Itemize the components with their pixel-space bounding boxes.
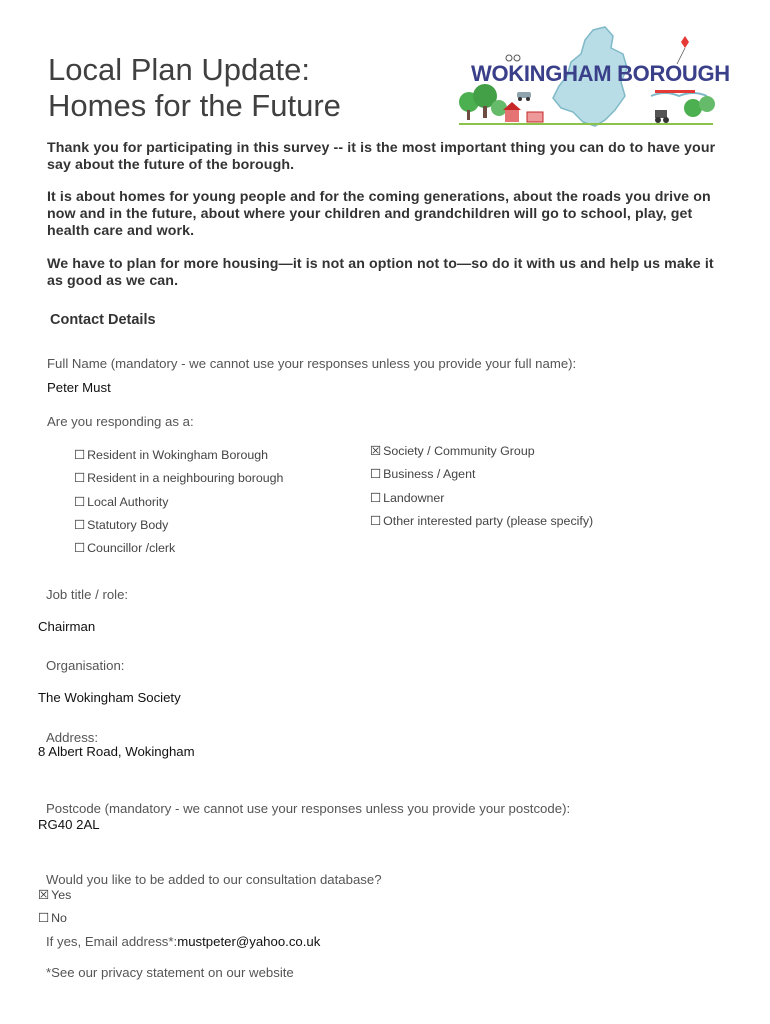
option-councillor-clerk[interactable] xyxy=(74,540,175,555)
postcode-label: Postcode (mandatory - we cannot use your responses unless you provide your postcode): xyxy=(46,801,571,816)
email-row xyxy=(46,934,320,949)
job-title-field[interactable]: Chairman xyxy=(38,619,96,634)
checkbox-other-interested-party[interactable]: ☐ xyxy=(370,514,382,528)
postcode-field[interactable]: RG40 2AL xyxy=(38,817,100,832)
job-title-label: Job title / role: xyxy=(46,587,129,602)
email-label: If yes, Email address*: xyxy=(46,934,178,949)
option-yes[interactable] xyxy=(38,887,71,902)
privacy-note: *See our privacy statement on our website xyxy=(46,965,294,980)
option-label: Statutory Body xyxy=(87,518,169,532)
checkbox-yes[interactable]: ☒ xyxy=(38,888,50,902)
full-name-field[interactable]: Peter Must xyxy=(47,380,111,395)
option-society-community-group[interactable] xyxy=(370,443,535,458)
organisation-field[interactable]: The Wokingham Society xyxy=(38,690,181,705)
option-label: Yes xyxy=(51,888,72,902)
option-label: Business / Agent xyxy=(383,467,476,481)
option-label: Landowner xyxy=(383,491,445,505)
checkbox-local-authority[interactable]: ☐ xyxy=(74,495,86,509)
consultation-database-label: Would you like to be added to our consultation database? xyxy=(46,872,382,887)
option-label: Resident in Wokingham Borough xyxy=(87,448,269,462)
logo-text: WOKINGHAM BOROUGH xyxy=(471,61,730,86)
checkbox-statutory-body[interactable]: ☐ xyxy=(74,518,86,532)
page-title-line-1: Local Plan Update: xyxy=(48,52,310,87)
option-label: Councillor /clerk xyxy=(87,541,176,555)
contact-details-heading: Contact Details xyxy=(50,312,156,328)
option-statutory-body[interactable] xyxy=(74,517,168,532)
checkbox-society-community-group[interactable]: ☒ xyxy=(370,444,382,458)
full-name-label: Full Name (mandatory - we cannot use your responses unless you provide your full name): xyxy=(47,356,577,371)
checkbox-resident-wokingham[interactable]: ☐ xyxy=(74,448,86,462)
option-label: Society / Community Group xyxy=(383,444,535,458)
option-label: No xyxy=(51,911,67,925)
intro-paragraph-2: It is about homes for young people and for the coming generations, about the roads you drive on now and in the future, about where your children and grandchildren will go to school, play, get health care and work. xyxy=(47,189,711,239)
option-no[interactable] xyxy=(38,910,67,925)
organisation-label: Organisation: xyxy=(46,658,125,673)
responding-as-label: Are you responding as a: xyxy=(47,414,194,429)
intro-paragraph-3: We have to plan for more housing—it is not an option not to—so do it with us and help us make it as good as we can. xyxy=(47,256,714,289)
checkbox-landowner[interactable]: ☐ xyxy=(370,491,382,505)
wokingham-borough-logo xyxy=(455,24,730,132)
address-field[interactable]: 8 Albert Road, Wokingham xyxy=(38,744,195,759)
checkbox-business-agent[interactable]: ☐ xyxy=(370,467,382,481)
option-resident-neighbouring[interactable] xyxy=(74,470,283,485)
option-other-interested-party[interactable] xyxy=(370,513,593,528)
option-resident-wokingham[interactable] xyxy=(74,447,268,462)
email-field[interactable]: mustpeter@yahoo.co.uk xyxy=(177,934,321,949)
checkbox-councillor-clerk[interactable]: ☐ xyxy=(74,541,86,555)
option-landowner[interactable] xyxy=(370,490,444,505)
checkbox-no[interactable]: ☐ xyxy=(38,911,50,925)
checkbox-resident-neighbouring[interactable]: ☐ xyxy=(74,471,86,485)
address-label: Address: xyxy=(46,730,99,745)
option-local-authority[interactable] xyxy=(74,494,168,509)
option-business-agent[interactable] xyxy=(370,466,475,481)
option-label: Other interested party (please specify) xyxy=(383,514,594,528)
option-label: Resident in a neighbouring borough xyxy=(87,471,284,485)
option-label: Local Authority xyxy=(87,495,169,509)
page-title-line-2: Homes for the Future xyxy=(48,88,341,123)
intro-paragraph-1: Thank you for participating in this survey -- it is the most important thing you can do to have your say about the future of the borough. xyxy=(47,140,716,173)
